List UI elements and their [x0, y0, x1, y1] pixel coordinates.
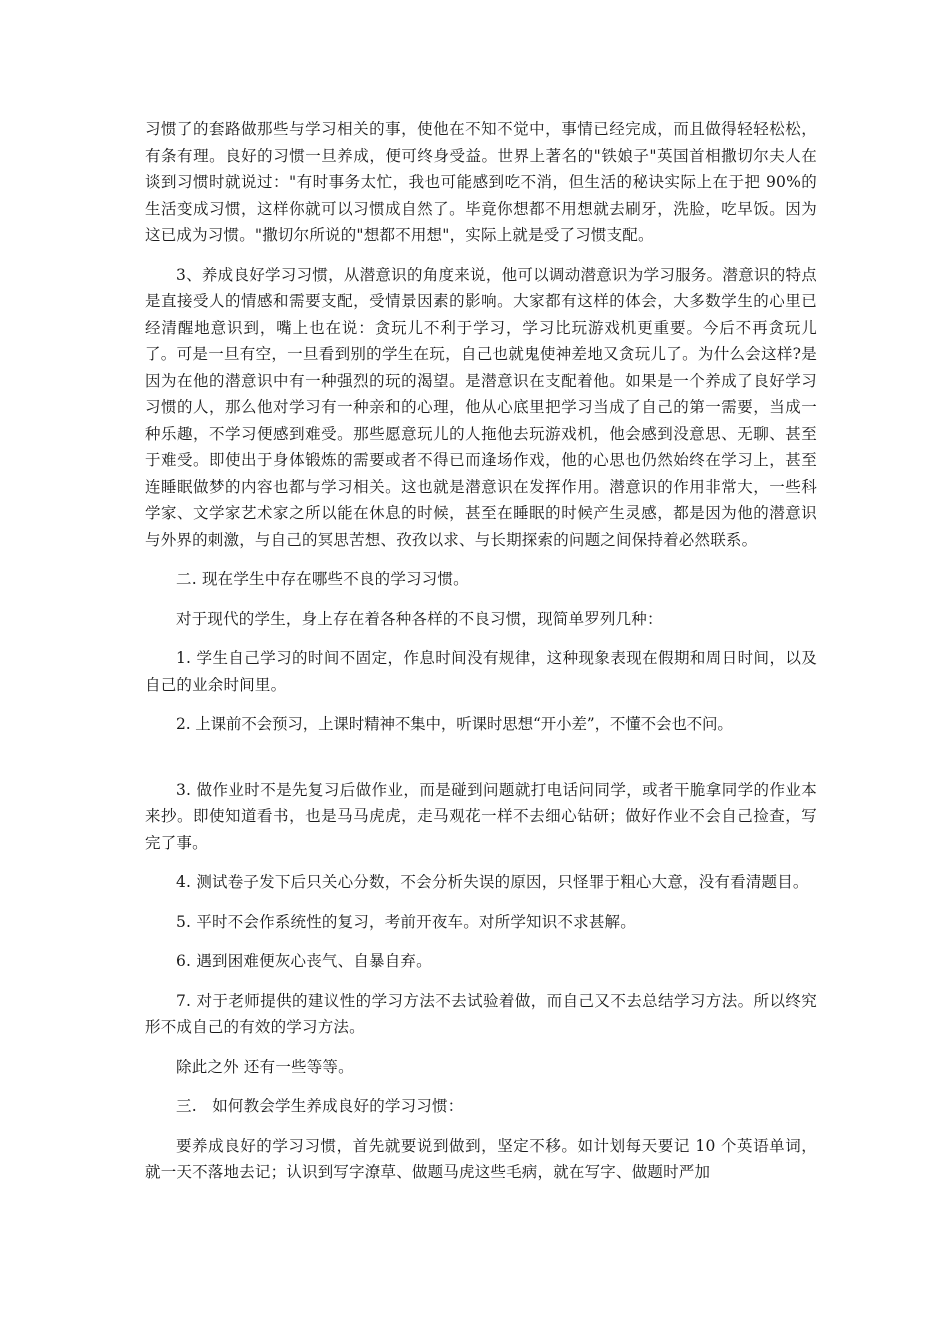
- list-item-5: 5. 平时不会作系统性的复习，考前开夜车。对所学知识不求甚解。: [176, 912, 636, 931]
- paragraph-subconscious: 3、养成良好学习习惯，从潜意识的角度来说，他可以调动潜意识为学习服务。潜意识的特点是直接受人的情感和需要支配，受情景因素的影响。大家都有这样的体会，大多数学生的心里已经清醒地意识到，嘴上也在说：贪玩儿不利于学习，学习比玩游戏机更重要。今后不再贪玩儿了。可是一旦有空，一旦看到别的学生在玩，自己也就鬼使神差地又贪玩儿了。为什么会这样?是因为在他的潜意识中有一种强烈的玩的渴望。是潜意识在支配着他。如果是一个养成了良好学习习惯的人，那么他对学习有一种亲和的心理，他从心底里把学习当成了自己的第一需要，当成一种乐趣，不学习便感到难受。那些愿意玩儿的人拖他去玩游戏机，他会感到没意思、无聊、甚至于难受。即使出于身体锻炼的需要或者不得已而逢场作戏，他的心思也仍然始终在学习上，甚至连睡眠做梦的内容也都与学习相关。这也就是潜意识在发挥作用。潜意识的作用非常大，一些科学家、文学家艺术家之所以能在休息的时候，甚至在睡眠的时候产生灵感，都是因为他的潜意识与外界的刺激，与自己的冥思苦想、孜孜以求、与长期探索的问题之间保持着必然联系。: [145, 265, 817, 549]
- document-body: [145, 116, 817, 1199]
- list-item-1: 1. 学生自己学习的时间不固定，作息时间没有规律，这种现象表现在假期和周日时间，以及自己的业余时间里。: [145, 649, 817, 694]
- list-item-4: 4. 测试卷子发下后只关心分数，不会分析失误的原因，只怪罪于粗心大意，没有看清题目。: [176, 873, 809, 891]
- section-heading-how-to-teach: 三. 如何教会学生养成良好的学习习惯：: [176, 1097, 464, 1115]
- list-item-7: 7. 对于老师提供的建议性的学习方法不去试验着做，而自己又不去总结学习方法。所以终究形不成自己的有效的学习方法。: [145, 991, 817, 1036]
- paragraph-intro-bad-habits: 对于现代的学生，身上存在着各种各样的不良习惯，现简单罗列几种：: [176, 609, 663, 628]
- paragraph-habit-benefit: 习惯了的套路做那些与学习相关的事，使他在不知不觉中，事情已经完成，而且做得轻轻松松，有条有理。良好的习惯一旦养成，便可终身受益。世界上著名的"铁娘子"英国首相撒切尔夫人在谈到习惯时就说过："有时事务太忙，我也可能感到吃不消，但生活的秘诀实际上在于把 90%的生活变成习惯，这样你就可以习惯成自然了。毕竟你想都不用想就去刷牙，洗脸，吃早饭。因为这已成为习惯。"撒切尔所说的"想都不用想"，实际上就是受了习惯支配。: [145, 120, 817, 244]
- blank-line: [145, 751, 817, 777]
- paragraph-besides: 除此之外 还有一些等等。: [176, 1057, 354, 1076]
- paragraph-good-habits: 要养成良好的学习习惯，首先就要说到做到，坚定不移。如计划每天要记 10 个英语单词，就一天不落地去记；认识到写字潦草、做题马虎这些毛病，就在写字、做题时严加: [145, 1136, 817, 1181]
- section-heading-bad-habits: 二. 现在学生中存在哪些不良的学习习惯。: [176, 570, 469, 588]
- list-item-6: 6. 遇到困难便灰心丧气、自暴自弃。: [176, 952, 432, 970]
- list-item-2: 2. 上课前不会预习，上课时精神不集中，听课时思想“开小差”，不懂不会也不问。: [176, 715, 733, 733]
- list-item-3: 3. 做作业时不是先复习后做作业，而是碰到问题就打电话问同学，或者干脆拿同学的作业本来抄。即使知道看书，也是马马虎虎，走马观花一样不去细心钻研；做好作业不会自己捡查，写完了事。: [145, 780, 817, 852]
